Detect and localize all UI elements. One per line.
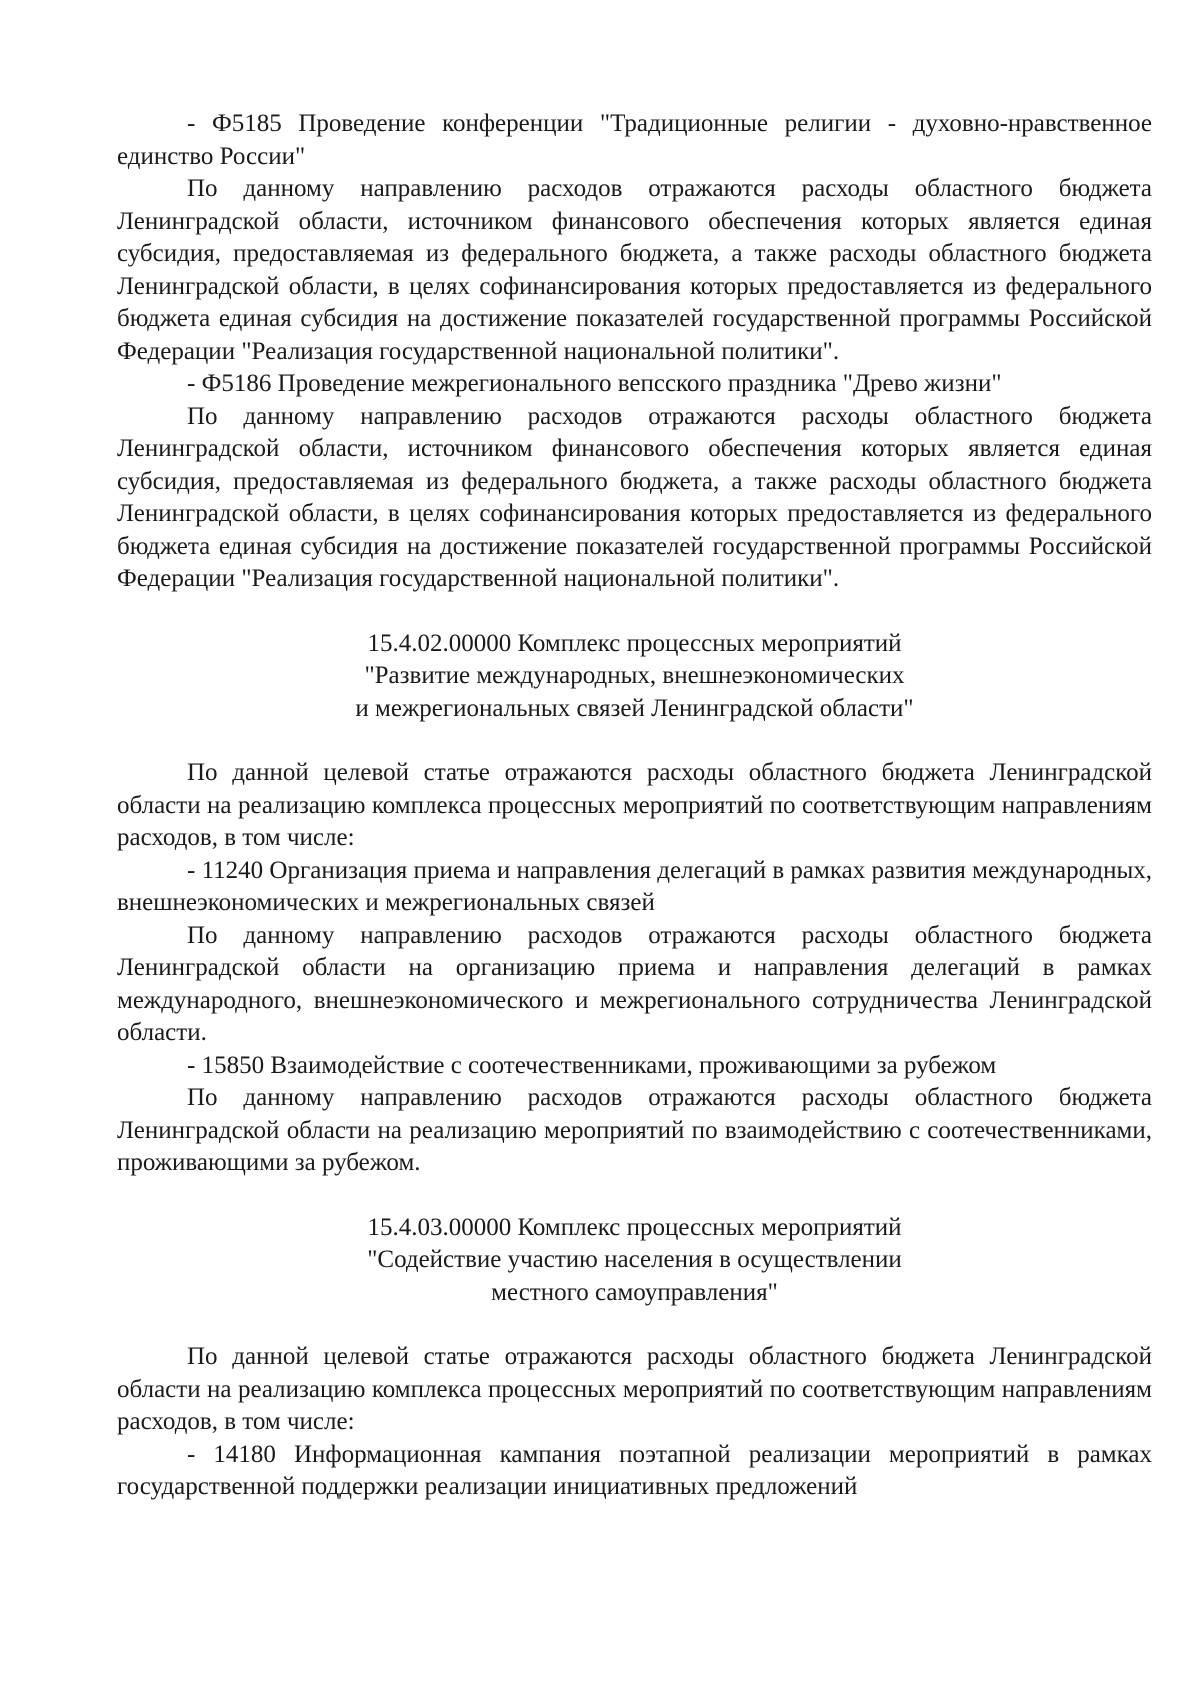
spacer	[117, 725, 1152, 757]
spacer	[117, 1309, 1152, 1341]
paragraph-11240-description: По данному направлению расходов отражаются расходы областного бюджета Ленинградской области на организацию приема и направления делегаций в рамках международного, внешнеэкономического и межрегионального сотрудничества Ленинградской области.	[117, 921, 1152, 1046]
item-15850: - 15850 Взаимодействие с соотечественниками, проживающими за рубежом	[187, 1051, 997, 1079]
section-heading-15-4-03	[117, 1212, 1152, 1310]
section-heading-15-4-02	[117, 628, 1152, 726]
heading-line: 15.4.02.00000 Комплекс процессных мероприятий	[367, 629, 902, 657]
paragraph-f5186-description: По данному направлению расходов отражаются расходы областного бюджета Ленинградской области, источником финансового обеспечения которых является единая субсидия, предоставляемая из федерального бюджета, а также расходы областного бюджета Ленинградской области, в целях софинансирования которых предоставляется из федерального бюджета единая субсидия на достижение показателей государственной программы Российской Федерации "Реализация государственной национальной политики".	[117, 402, 1152, 592]
paragraph-15850-description: По данному направлению расходов отражаются расходы областного бюджета Ленинградской области на реализацию мероприятий по взаимодействию с соотечественниками, проживающими за рубежом.	[117, 1084, 1152, 1176]
spacer	[117, 596, 1152, 628]
paragraph-f5185-description: По данному направлению расходов отражаются расходы областного бюджета Ленинградской области, источником финансового обеспечения которых является единая субсидия, предоставляемая из федерального бюджета, а также расходы областного бюджета Ленинградской области, в целях софинансирования которых предоставляется из федерального бюджета единая субсидия на достижение показателей государственной программы Российской Федерации "Реализация государственной национальной политики".	[117, 175, 1152, 365]
spacer	[117, 1180, 1152, 1212]
item-14180: - 14180 Информационная кампания поэтапной реализации мероприятий в рамках государственной поддержки реализации инициативных предложений	[117, 1440, 1152, 1500]
heading-line: "Содействие участию населения в осуществлении	[367, 1246, 902, 1273]
heading-line: "Развитие международных, внешнеэкономических	[364, 662, 905, 689]
heading-line: местного самоуправления"	[491, 1278, 778, 1306]
item-f5186: - Ф5186 Проведение межрегионального вепсского праздника "Древо жизни"	[187, 370, 1002, 397]
paragraph-15-4-02-intro: По данной целевой статье отражаются расходы областного бюджета Ленинградской области на реализацию комплекса процессных мероприятий по соответствующим направлениям расходов, в том числе:	[117, 759, 1152, 851]
paragraph-15-4-03-intro: По данной целевой статье отражаются расходы областного бюджета Ленинградской области на реализацию комплекса процессных мероприятий по соответствующим направлениям расходов, в том числе:	[117, 1343, 1152, 1435]
heading-line: 15.4.03.00000 Комплекс процессных мероприятий	[367, 1213, 902, 1241]
item-f5185: - Ф5185 Проведение конференции "Традиционные религии - духовно-нравственное единство России"	[117, 110, 1152, 170]
heading-line: и межрегиональных связей Ленинградской области"	[355, 694, 914, 722]
document-page	[117, 108, 1152, 1504]
item-11240: - 11240 Организация приема и направления делегаций в рамках развития международных, внешнеэкономических и межрегиональных связей	[117, 856, 1152, 916]
